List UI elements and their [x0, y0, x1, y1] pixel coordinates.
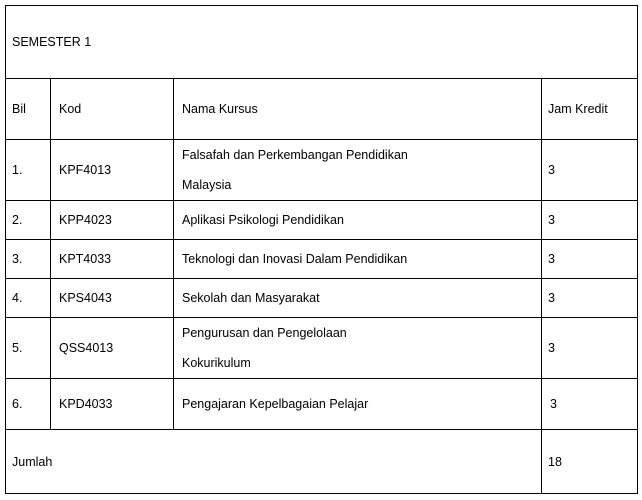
row-jam: 3 [542, 140, 638, 201]
table-row [6, 140, 638, 201]
table-row [6, 279, 638, 318]
total-label: Jumlah [6, 430, 542, 494]
header-kod: Kod [51, 79, 174, 140]
row-jam: 3 [542, 240, 638, 279]
semester-title: SEMESTER 1 [6, 6, 638, 79]
row-bil: 2. [6, 201, 51, 240]
row-kod: QSS4013 [51, 318, 174, 379]
semester-title-row [6, 6, 638, 79]
row-nama [174, 318, 542, 379]
row-nama-line2: Malaysia [182, 178, 232, 192]
row-jam: 3 [542, 201, 638, 240]
row-nama-line1: Pengurusan dan Pengelolaan [182, 326, 347, 340]
header-jam: Jam Kredit [542, 79, 638, 140]
header-row [6, 79, 638, 140]
row-jam: 3 [542, 279, 638, 318]
header-bil: Bil [6, 79, 51, 140]
row-nama: Pengajaran Kepelbagaian Pelajar [174, 379, 542, 430]
row-bil: 3. [6, 240, 51, 279]
row-kod: KPT4033 [51, 240, 174, 279]
total-row [6, 430, 638, 494]
table-row [6, 318, 638, 379]
row-bil: 6. [6, 379, 51, 430]
row-kod: KPP4023 [51, 201, 174, 240]
table-row [6, 201, 638, 240]
row-kod: KPD4033 [51, 379, 174, 430]
table-row [6, 379, 638, 430]
row-bil: 5. [6, 318, 51, 379]
row-nama [174, 140, 542, 201]
row-nama-line2: Kokurikulum [182, 356, 251, 370]
row-nama: Teknologi dan Inovasi Dalam Pendidikan [174, 240, 542, 279]
header-nama: Nama Kursus [174, 79, 542, 140]
row-nama-line1: Falsafah dan Perkembangan Pendidikan [182, 148, 408, 162]
row-jam: 3 [542, 379, 638, 430]
row-kod: KPF4013 [51, 140, 174, 201]
row-bil: 1. [6, 140, 51, 201]
table-row [6, 240, 638, 279]
row-nama: Aplikasi Psikologi Pendidikan [174, 201, 542, 240]
course-table [5, 5, 638, 494]
row-bil: 4. [6, 279, 51, 318]
total-value: 18 [542, 430, 638, 494]
row-nama: Sekolah dan Masyarakat [174, 279, 542, 318]
row-jam: 3 [542, 318, 638, 379]
row-kod: KPS4043 [51, 279, 174, 318]
